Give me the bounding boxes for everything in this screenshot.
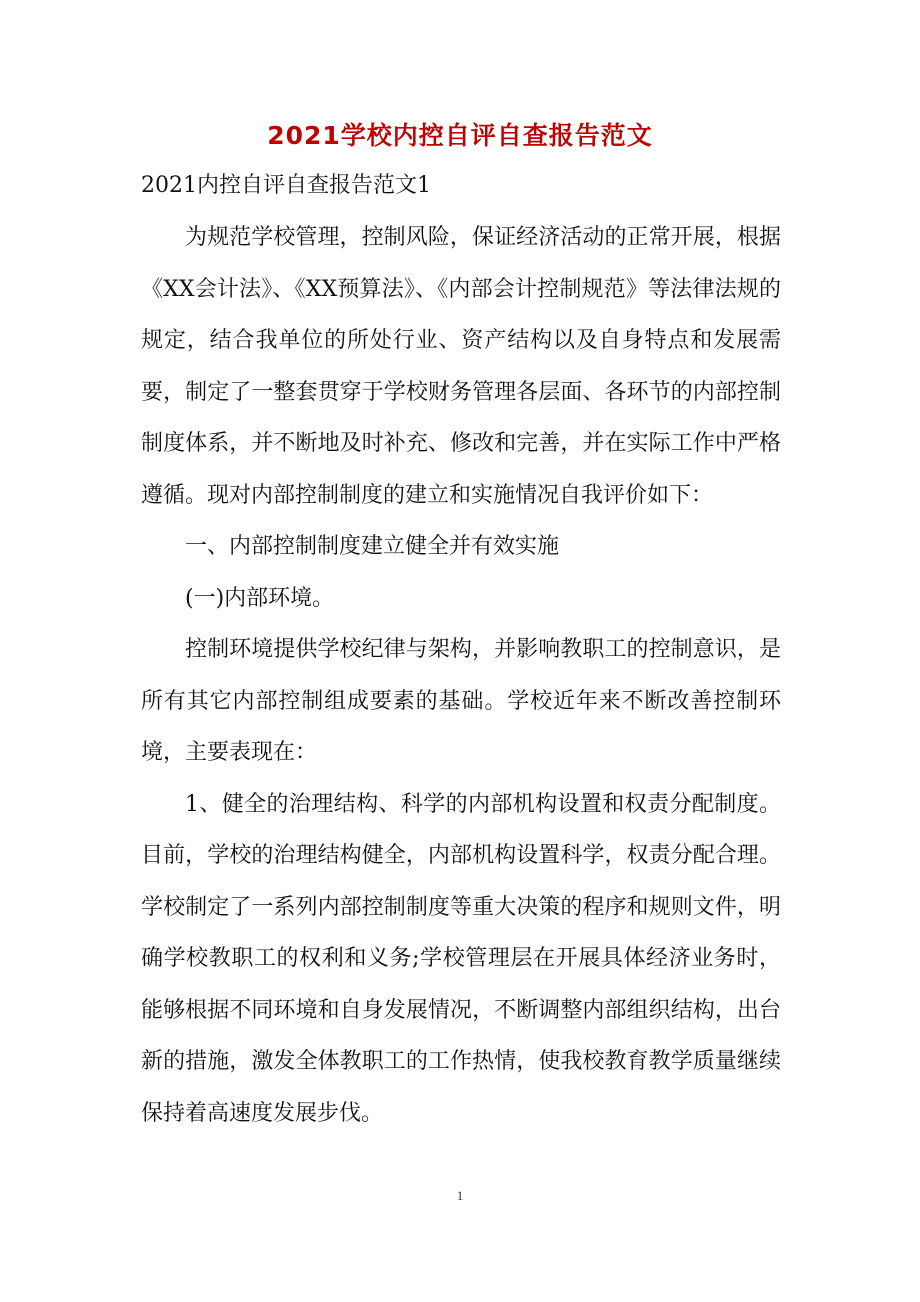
paragraph: 控制环境提供学校纪律与架构，并影响教职工的控制意识，是所有其它内部控制组成要素的基础。学校近年来不断改善控制环境，主要表现在： xyxy=(141,637,781,765)
document-body xyxy=(141,212,781,1139)
document-title: 2021学校内控自评自查报告范文 xyxy=(267,121,653,150)
document-subtitle: 2021内控自评自查报告范文1 xyxy=(141,173,431,198)
paragraph: 1、健全的治理结构、科学的内部机构设置和权责分配制度。目前，学校的治理结构健全，内部机构设置科学，权责分配合理。学校制定了一系列内部控制制度等重大决策的程序和规则文件，明确学校教职工的权利和义务;学校管理层在开展具体经济业务时，能够根据不同环境和自身发展情况，不断调整内部组织结构，出台新的措施，激发全体教职工的工作热情，使我校教育教学质量继续保持着高速度发展步伐。 xyxy=(141,791,781,1126)
paragraph: 为规范学校管理，控制风险，保证经济活动的正常开展，根据《XX会计法》、《XX预算法》、《内部会计控制规范》等法律法规的规定，结合我单位的所处行业、资产结构以及自身特点和发展需要，制定了一整套贯穿于学校财务管理各层面、各环节的内部控制制度体系，并不断地及时补充、修改和完善，并在实际工作中严格遵循。现对内部控制制度的建立和实施情况自我评价如下： xyxy=(141,225,781,508)
page-number: 1 xyxy=(456,1188,464,1203)
subsection-heading: (一)内部环境。 xyxy=(185,585,335,611)
section-heading: 一、内部控制制度建立健全并有效实施 xyxy=(185,534,560,559)
